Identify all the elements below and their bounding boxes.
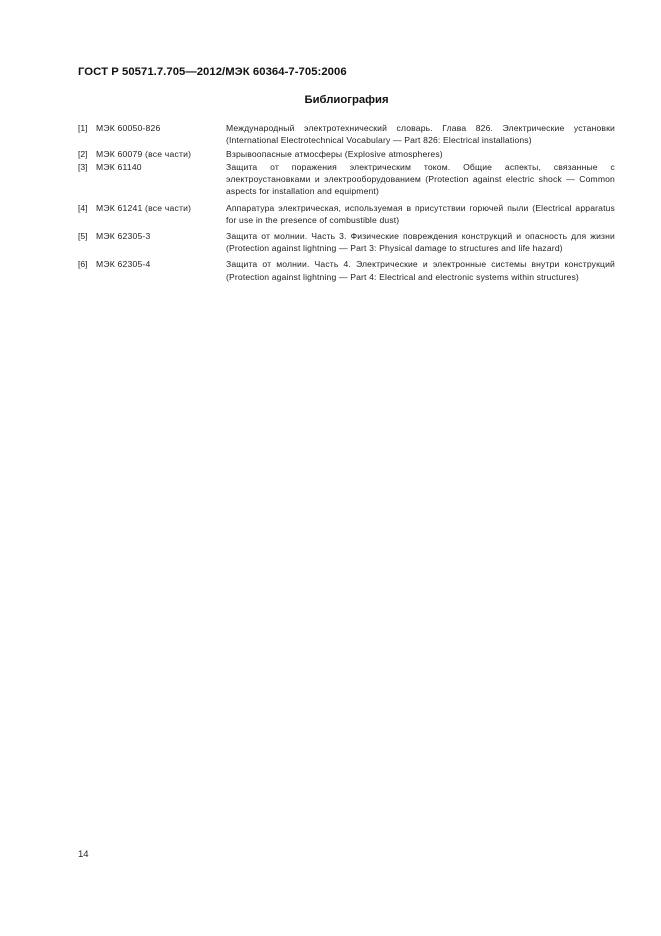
bibliography-entry [78, 122, 615, 146]
bibliography-entry [78, 258, 615, 282]
entry-reference: МЭК 60050-826 [96, 123, 161, 133]
entry-reference: МЭК 60079 (все части) [96, 148, 192, 159]
entry-description: Защита от молнии. Часть 4. Электрические и электронные системы внутри конструкций (Protection against lightning — Part 4: Electrical and electronic systems within structures) [226, 259, 615, 282]
entry-number: [4] [78, 202, 88, 213]
bibliography-entry [78, 230, 615, 254]
entry-number: [1] [78, 123, 88, 133]
entry-number: [5] [78, 231, 88, 241]
entry-description: Международный электротехнический словарь. Глава 826. Электрические установки (International Electrotechnical Vocabulary — Part 826: Electrical installations) [226, 123, 615, 146]
entry-reference: МЭК 62305-4 [96, 259, 151, 270]
entry-description: Защита от молнии. Часть 3. Физические повреждения конструкций и опасность для жизни (Protection against lightning — Part 3: Physical damage to structures and life hazard) [226, 231, 615, 254]
entry-description: Защита от поражения электрическим током. Общие аспекты, связанные с электроустановками и электрооборудованием (Protection against electric shock — Common aspects for installation and equipment) [226, 161, 615, 197]
entry-reference: МЭК 61140 [96, 161, 142, 172]
entry-reference: МЭК 61241 (все части) [96, 202, 192, 213]
bibliography-entry [78, 202, 615, 226]
entry-number: [3] [78, 161, 88, 172]
bibliography-entry [78, 148, 615, 160]
entry-description: Взрывоопасные атмосферы (Explosive atmospheres) [226, 148, 443, 159]
document-code-header: ГОСТ Р 50571.7.705—2012/МЭК 60364-7-705:2006 [78, 66, 347, 78]
entry-number: [2] [78, 148, 88, 159]
entry-number: [6] [78, 259, 88, 270]
bibliography-entry [78, 161, 615, 198]
entry-description: Аппаратура электрическая, используемая в присутствии горючей пыли (Electrical apparatus for use in the presence of combustible dust) [226, 202, 615, 225]
entry-reference: МЭК 62305-3 [96, 231, 151, 241]
bibliography-list [78, 122, 615, 284]
section-title: Библиография [304, 94, 389, 106]
page-number: 14 [78, 849, 89, 860]
